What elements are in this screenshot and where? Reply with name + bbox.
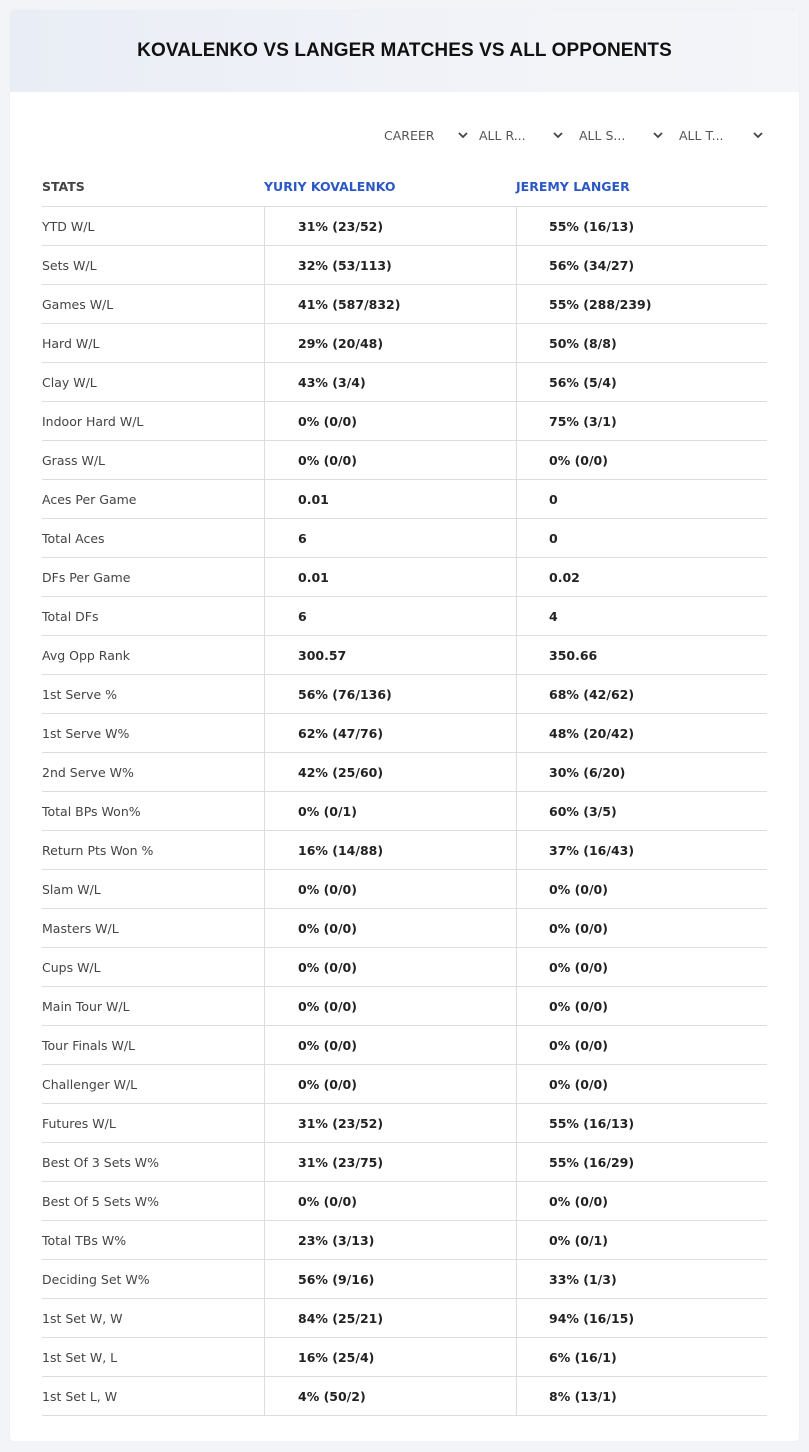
stat-label: 2nd Serve W% bbox=[42, 764, 134, 780]
table-row bbox=[42, 714, 767, 753]
player2-column-header[interactable]: JEREMY LANGER bbox=[516, 178, 630, 194]
table-row bbox=[42, 1377, 767, 1416]
chevron-down-icon bbox=[456, 128, 470, 142]
stat-label: Avg Opp Rank bbox=[42, 647, 131, 663]
table-row bbox=[42, 1065, 767, 1104]
table-row bbox=[42, 636, 767, 675]
player1-value: 0% (0/0) bbox=[264, 441, 516, 479]
player2-value: 37% (16/43) bbox=[516, 831, 767, 869]
player1-value: 43% (3/4) bbox=[264, 363, 516, 401]
surface-filter[interactable] bbox=[575, 122, 665, 148]
player1-value: 56% (76/136) bbox=[264, 675, 516, 713]
player1-value: 0% (0/0) bbox=[264, 948, 516, 986]
table-row bbox=[42, 909, 767, 948]
player1-value: 62% (47/76) bbox=[264, 714, 516, 752]
stat-label: Return Pts Won % bbox=[42, 842, 154, 858]
table-row bbox=[42, 207, 767, 246]
chevron-down-icon bbox=[551, 128, 565, 142]
stat-label: 1st Serve % bbox=[42, 686, 118, 702]
player1-value: 84% (25/21) bbox=[264, 1299, 516, 1337]
stats-card bbox=[10, 10, 799, 1441]
player2-value: 0 bbox=[516, 480, 767, 518]
stat-label: Games W/L bbox=[42, 296, 114, 312]
player1-value: 0% (0/0) bbox=[264, 987, 516, 1025]
stat-label: Best Of 3 Sets W% bbox=[42, 1154, 160, 1170]
table-row bbox=[42, 1026, 767, 1065]
table-row bbox=[42, 597, 767, 636]
table-row bbox=[42, 792, 767, 831]
player1-value: 0% (0/0) bbox=[264, 909, 516, 947]
player1-value: 6 bbox=[264, 597, 516, 635]
player2-value: 50% (8/8) bbox=[516, 324, 767, 362]
stat-label: Grass W/L bbox=[42, 452, 106, 468]
player2-value: 55% (16/29) bbox=[516, 1143, 767, 1181]
stat-label: Best Of 5 Sets W% bbox=[42, 1193, 160, 1209]
player2-value: 56% (34/27) bbox=[516, 246, 767, 284]
chevron-down-icon bbox=[651, 128, 665, 142]
period-filter-label: CAREER bbox=[384, 127, 435, 143]
player2-value: 55% (16/13) bbox=[516, 1104, 767, 1142]
table-row bbox=[42, 324, 767, 363]
player1-value: 31% (23/52) bbox=[264, 207, 516, 245]
player2-value: 30% (6/20) bbox=[516, 753, 767, 791]
table-row bbox=[42, 948, 767, 987]
player2-value: 0% (0/0) bbox=[516, 909, 767, 947]
player2-value: 55% (288/239) bbox=[516, 285, 767, 323]
stat-label: Deciding Set W% bbox=[42, 1271, 150, 1287]
table-row bbox=[42, 363, 767, 402]
table-row bbox=[42, 480, 767, 519]
player1-value: 0% (0/0) bbox=[264, 1182, 516, 1220]
player2-value: 0% (0/0) bbox=[516, 987, 767, 1025]
table-row bbox=[42, 870, 767, 909]
player1-value: 6 bbox=[264, 519, 516, 557]
table-row bbox=[42, 1299, 767, 1338]
player2-value: 33% (1/3) bbox=[516, 1260, 767, 1298]
player2-value: 0 bbox=[516, 519, 767, 557]
table-row bbox=[42, 1260, 767, 1299]
stat-label: Total TBs W% bbox=[42, 1232, 127, 1248]
player1-value: 0% (0/0) bbox=[264, 1065, 516, 1103]
round-filter[interactable] bbox=[475, 122, 565, 148]
stat-label: Total BPs Won% bbox=[42, 803, 141, 819]
table-row bbox=[42, 558, 767, 597]
player2-value: 0% (0/0) bbox=[516, 1065, 767, 1103]
player1-value: 16% (25/4) bbox=[264, 1338, 516, 1376]
stat-label: Clay W/L bbox=[42, 374, 97, 390]
stat-label: Main Tour W/L bbox=[42, 998, 130, 1014]
stat-label: DFs Per Game bbox=[42, 569, 131, 585]
table-row bbox=[42, 1221, 767, 1260]
stat-label: Hard W/L bbox=[42, 335, 100, 351]
player1-value: 42% (25/60) bbox=[264, 753, 516, 791]
table-header bbox=[42, 166, 767, 207]
page-header bbox=[10, 10, 799, 92]
player1-value: 0% (0/0) bbox=[264, 870, 516, 908]
player1-value: 0.01 bbox=[264, 480, 516, 518]
table-row bbox=[42, 987, 767, 1026]
table-row bbox=[42, 675, 767, 714]
table-row bbox=[42, 285, 767, 324]
surface-filter-label: ALL S... bbox=[579, 127, 626, 143]
table-body bbox=[42, 207, 767, 1416]
stat-label: Sets W/L bbox=[42, 257, 97, 273]
player2-value: 0.02 bbox=[516, 558, 767, 596]
table-row bbox=[42, 1104, 767, 1143]
player1-value: 0% (0/1) bbox=[264, 792, 516, 830]
player2-value: 56% (5/4) bbox=[516, 363, 767, 401]
player2-value: 4 bbox=[516, 597, 767, 635]
player2-value: 55% (16/13) bbox=[516, 207, 767, 245]
player2-value: 0% (0/0) bbox=[516, 1026, 767, 1064]
stats-column-header: STATS bbox=[42, 178, 85, 194]
stat-label: Futures W/L bbox=[42, 1115, 116, 1131]
round-filter-label: ALL R... bbox=[479, 127, 526, 143]
tournament-filter-label: ALL T... bbox=[679, 127, 724, 143]
player2-value: 350.66 bbox=[516, 636, 767, 674]
filter-bar bbox=[10, 122, 799, 148]
player2-value: 0% (0/0) bbox=[516, 870, 767, 908]
stat-label: 1st Set W, W bbox=[42, 1310, 123, 1326]
player1-value: 31% (23/75) bbox=[264, 1143, 516, 1181]
player1-value: 4% (50/2) bbox=[264, 1377, 516, 1415]
chevron-down-icon bbox=[751, 128, 765, 142]
stat-label: 1st Serve W% bbox=[42, 725, 130, 741]
player1-value: 31% (23/52) bbox=[264, 1104, 516, 1142]
stat-label: Masters W/L bbox=[42, 920, 119, 936]
table-row bbox=[42, 246, 767, 285]
player1-value: 0.01 bbox=[264, 558, 516, 596]
player2-value: 0% (0/1) bbox=[516, 1221, 767, 1259]
stat-label: 1st Set W, L bbox=[42, 1349, 118, 1365]
period-filter[interactable] bbox=[380, 122, 470, 148]
player2-value: 60% (3/5) bbox=[516, 792, 767, 830]
player1-column-header[interactable]: YURIY KOVALENKO bbox=[264, 178, 396, 194]
player1-value: 41% (587/832) bbox=[264, 285, 516, 323]
table-row bbox=[42, 1182, 767, 1221]
stat-label: Slam W/L bbox=[42, 881, 101, 897]
table-row bbox=[42, 519, 767, 558]
player2-value: 68% (42/62) bbox=[516, 675, 767, 713]
stat-label: Cups W/L bbox=[42, 959, 101, 975]
player2-value: 75% (3/1) bbox=[516, 402, 767, 440]
stat-label: Total DFs bbox=[42, 608, 99, 624]
stats-table bbox=[42, 166, 767, 1416]
player1-value: 300.57 bbox=[264, 636, 516, 674]
stat-label: 1st Set L, W bbox=[42, 1388, 118, 1404]
player2-value: 0% (0/0) bbox=[516, 1182, 767, 1220]
player1-value: 0% (0/0) bbox=[264, 402, 516, 440]
stat-label: Indoor Hard W/L bbox=[42, 413, 144, 429]
stat-label: YTD W/L bbox=[42, 218, 95, 234]
table-row bbox=[42, 1143, 767, 1182]
player1-value: 23% (3/13) bbox=[264, 1221, 516, 1259]
stat-label: Aces Per Game bbox=[42, 491, 137, 507]
stat-label: Challenger W/L bbox=[42, 1076, 138, 1092]
table-row bbox=[42, 753, 767, 792]
tournament-filter[interactable] bbox=[675, 122, 765, 148]
player1-value: 0% (0/0) bbox=[264, 1026, 516, 1064]
player1-value: 56% (9/16) bbox=[264, 1260, 516, 1298]
player2-value: 8% (13/1) bbox=[516, 1377, 767, 1415]
stat-label: Tour Finals W/L bbox=[42, 1037, 136, 1053]
player2-value: 0% (0/0) bbox=[516, 441, 767, 479]
player1-value: 16% (14/88) bbox=[264, 831, 516, 869]
player1-value: 29% (20/48) bbox=[264, 324, 516, 362]
table-row bbox=[42, 1338, 767, 1377]
player2-value: 94% (16/15) bbox=[516, 1299, 767, 1337]
player2-value: 6% (16/1) bbox=[516, 1338, 767, 1376]
table-row bbox=[42, 831, 767, 870]
table-row bbox=[42, 402, 767, 441]
player2-value: 0% (0/0) bbox=[516, 948, 767, 986]
player1-value: 32% (53/113) bbox=[264, 246, 516, 284]
page-title: KOVALENKO VS LANGER MATCHES VS ALL OPPONENTS bbox=[137, 40, 672, 61]
table-row bbox=[42, 441, 767, 480]
stat-label: Total Aces bbox=[42, 530, 105, 546]
player2-value: 48% (20/42) bbox=[516, 714, 767, 752]
